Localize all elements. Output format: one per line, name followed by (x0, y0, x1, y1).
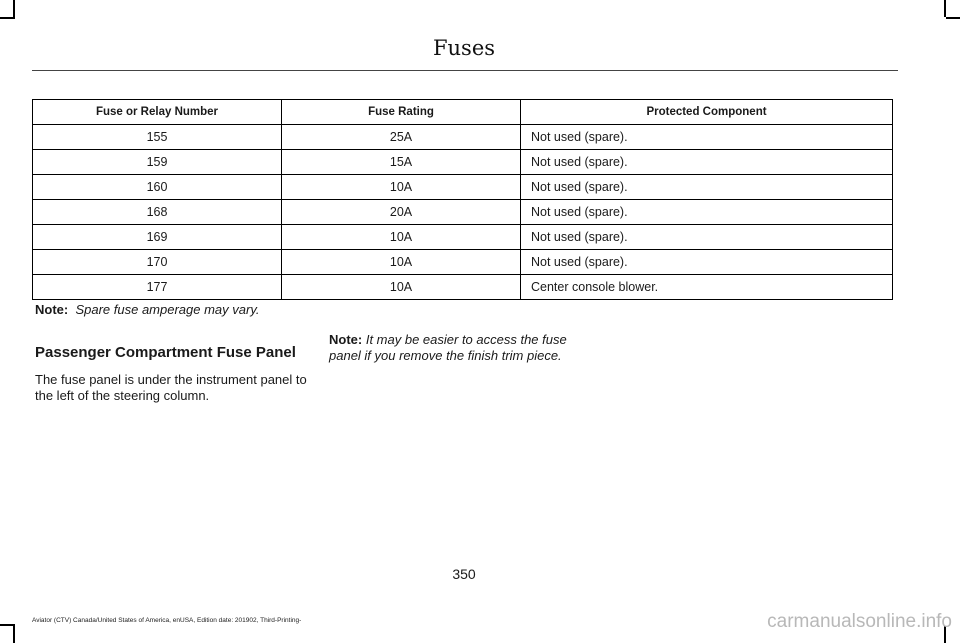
fuse-rating-cell: 25A (282, 125, 521, 150)
page-title: Fuses (432, 36, 496, 60)
crop-mark (944, 0, 946, 17)
protected-component-cell: Not used (spare). (521, 175, 893, 200)
column-header: Fuse or Relay Number (33, 100, 282, 125)
trim-piece-note (329, 332, 599, 364)
table-row (33, 175, 893, 200)
crop-mark (0, 624, 15, 626)
crop-mark (946, 17, 960, 19)
table-row (33, 125, 893, 150)
table-row (33, 225, 893, 250)
table-row (33, 200, 893, 225)
fuse-number-cell: 155 (33, 125, 282, 150)
fuse-table (32, 99, 893, 300)
fuse-number-cell: 168 (33, 200, 282, 225)
protected-component-cell: Center console blower. (521, 275, 893, 300)
note-label: Note: (329, 332, 363, 347)
table-row (33, 250, 893, 275)
fuse-rating-cell: 10A (282, 250, 521, 275)
page-number: 350 (452, 566, 476, 582)
crop-mark (13, 0, 15, 17)
table-header-row (33, 100, 893, 125)
fuse-rating-cell: 15A (282, 150, 521, 175)
fuse-rating-cell: 10A (282, 275, 521, 300)
watermark: carmanualsonline.info (767, 611, 952, 632)
fuse-number-cell: 160 (33, 175, 282, 200)
protected-component-cell: Not used (spare). (521, 250, 893, 275)
fuse-number-cell: 169 (33, 225, 282, 250)
edition-footer: Aviator (CTV) Canada/United States of America, enUSA, Edition date: 201902, Third-Printing- (32, 617, 302, 624)
table-row (33, 150, 893, 175)
spare-fuse-note (35, 302, 259, 317)
fuse-number-cell: 170 (33, 250, 282, 275)
header-divider (32, 70, 898, 71)
section-heading: Passenger Compartment Fuse Panel (35, 344, 296, 361)
note-text: It may be easier to access the fuse panel if you remove the finish trim piece. (329, 332, 567, 363)
crop-mark (0, 17, 15, 19)
fuse-rating-cell: 10A (282, 225, 521, 250)
column-header: Fuse Rating (282, 100, 521, 125)
fuse-rating-cell: 20A (282, 200, 521, 225)
fuse-number-cell: 177 (33, 275, 282, 300)
protected-component-cell: Not used (spare). (521, 125, 893, 150)
fuse-number-cell: 159 (33, 150, 282, 175)
crop-mark (13, 626, 15, 643)
fuse-rating-cell: 10A (282, 175, 521, 200)
note-label: Note: (35, 302, 69, 317)
protected-component-cell: Not used (spare). (521, 200, 893, 225)
protected-component-cell: Not used (spare). (521, 225, 893, 250)
note-text: Spare fuse amperage may vary. (75, 302, 260, 317)
table-row (33, 275, 893, 300)
column-header: Protected Component (521, 100, 893, 125)
protected-component-cell: Not used (spare). (521, 150, 893, 175)
section-body: The fuse panel is under the instrument panel to the left of the steering column. (35, 372, 307, 403)
